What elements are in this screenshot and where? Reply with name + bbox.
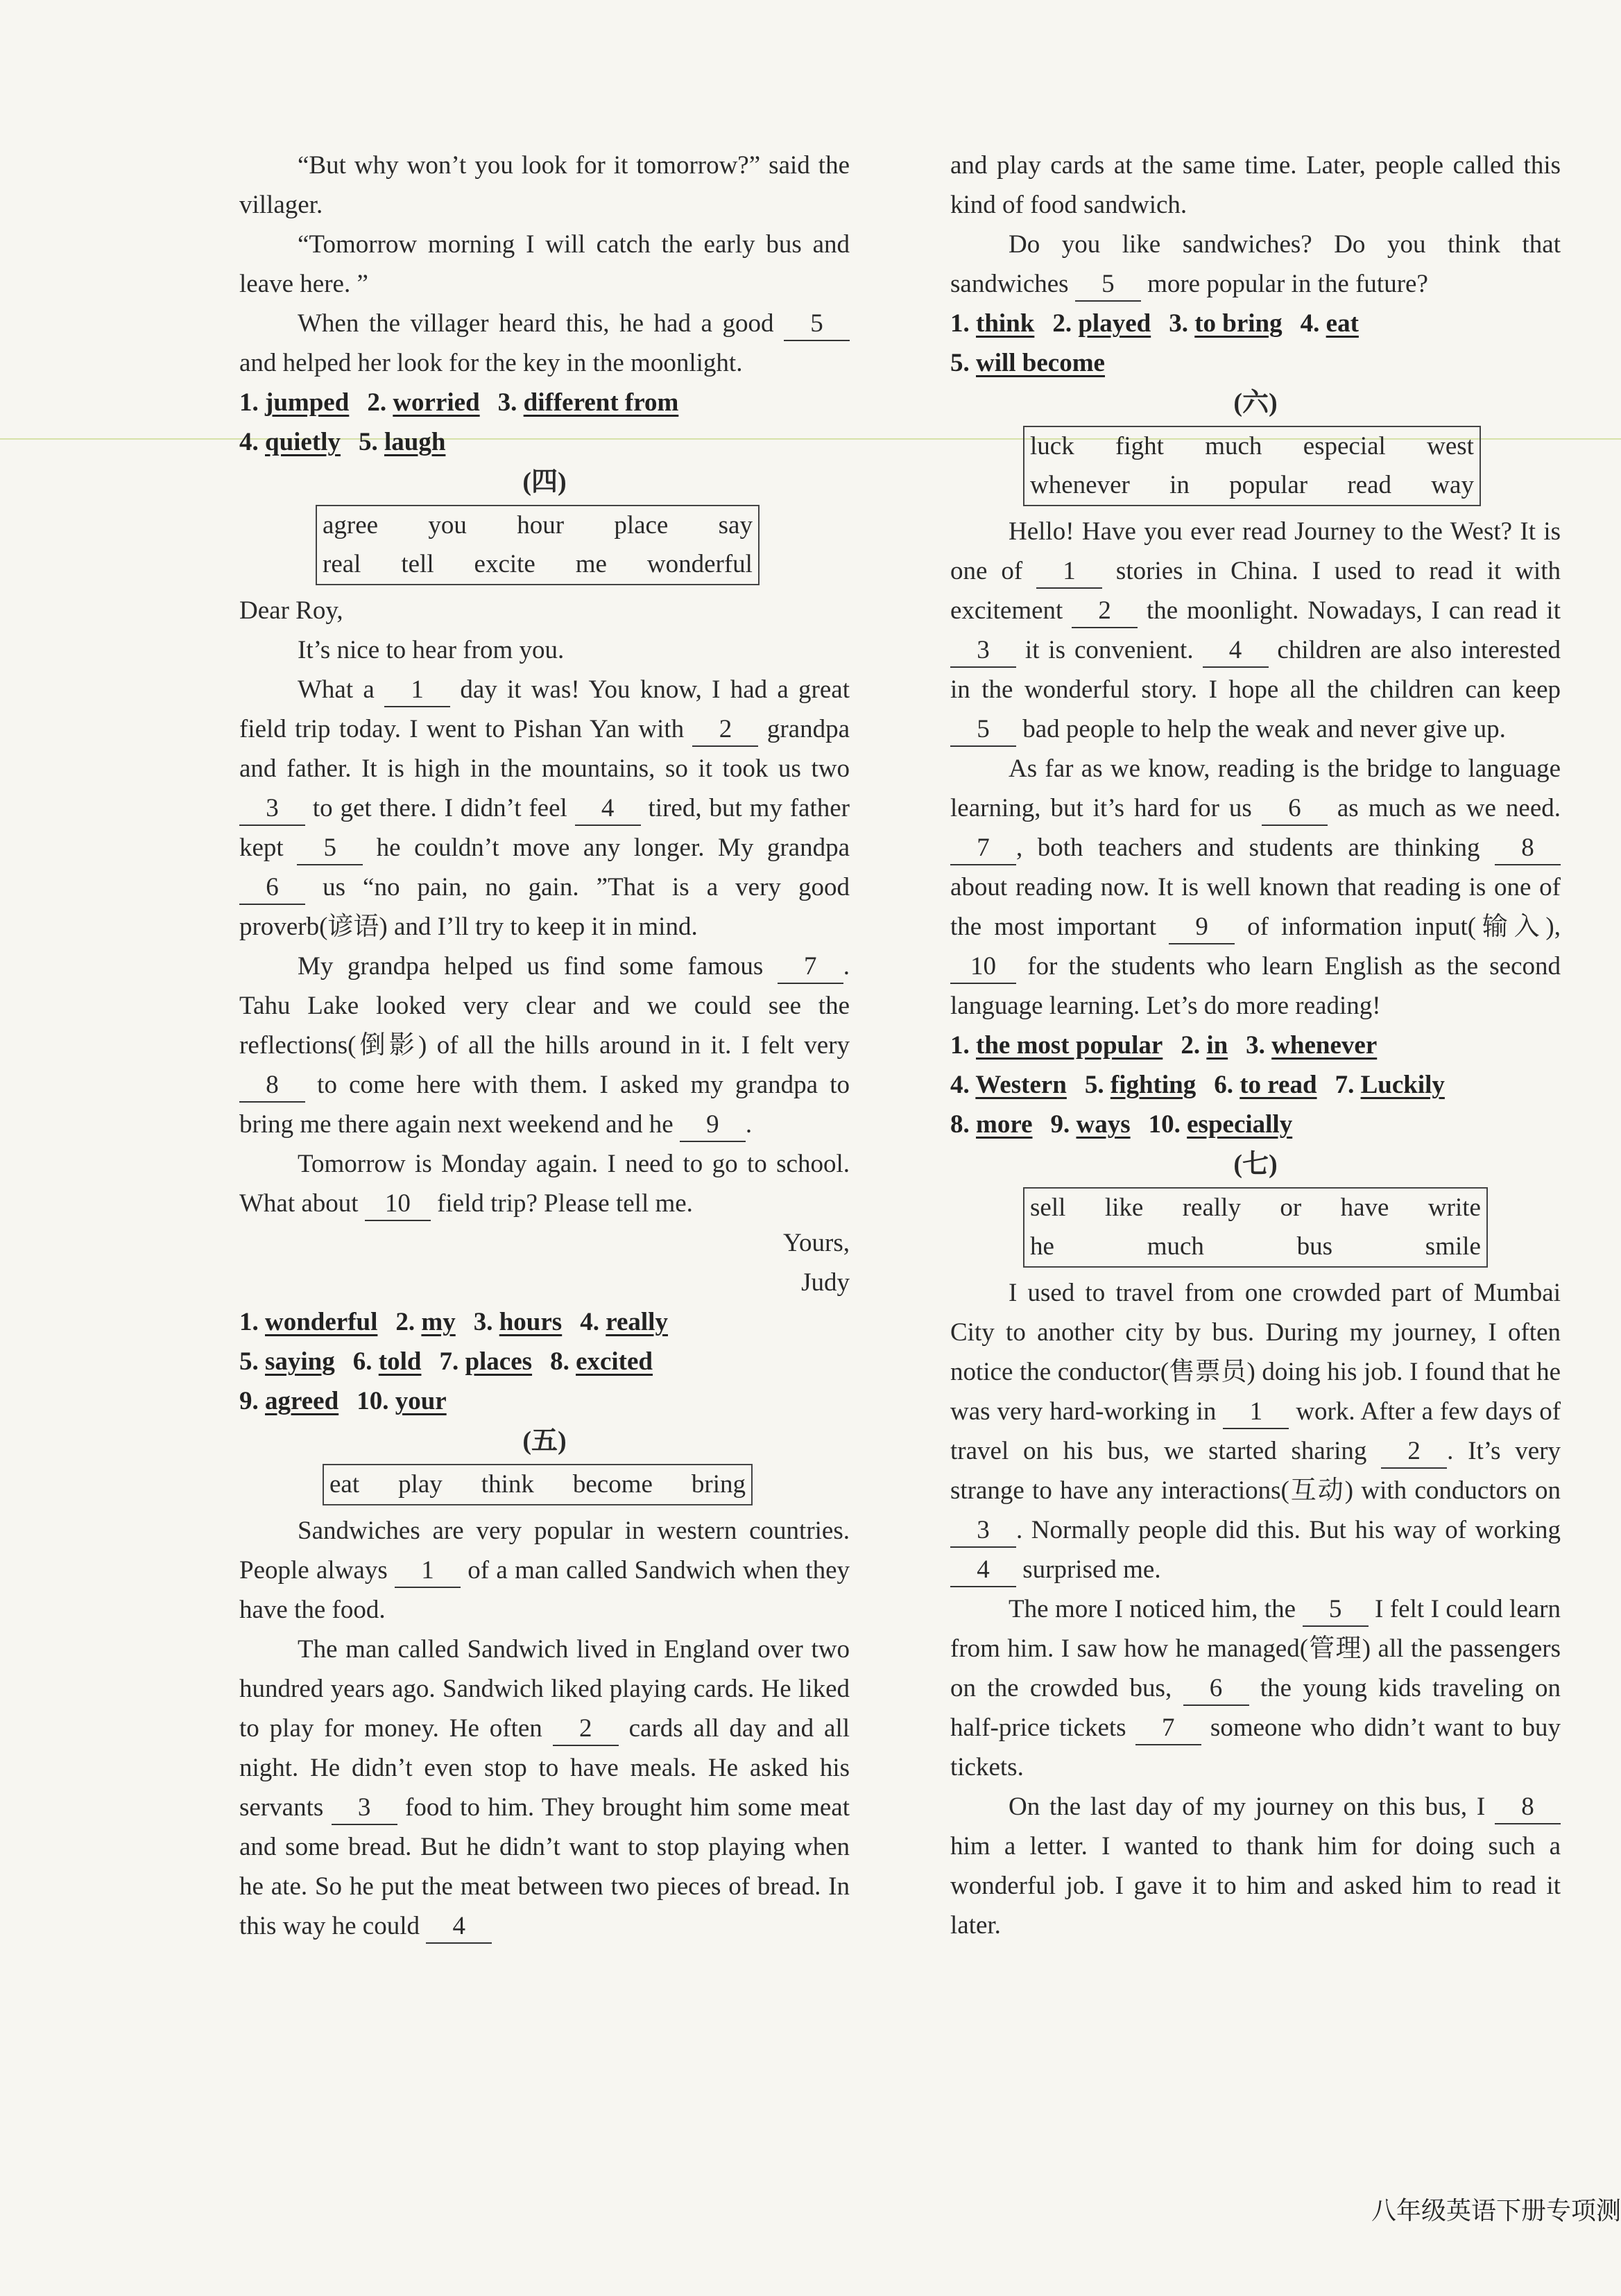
paragraph (239, 670, 850, 947)
answer-row (239, 1342, 850, 1381)
section-heading: (六) (1233, 388, 1278, 417)
word-bank-row (1030, 1227, 1481, 1266)
answer-block (950, 304, 1561, 383)
blank: 6 (1183, 1673, 1249, 1706)
text-run: On the last day of my journey on this bus, I (1009, 1793, 1495, 1821)
answer-row (950, 1105, 1561, 1144)
word-bank-row (1030, 466, 1474, 505)
book-title-footer: 八年级英语下册专项测 (1371, 2197, 1621, 2225)
answer-item: 2. played (1052, 309, 1151, 338)
word-bank-word: or (1280, 1193, 1302, 1222)
blank: 1 (395, 1555, 461, 1588)
answer-item: 8. more (950, 1110, 1033, 1139)
section-heading: (七) (1233, 1150, 1278, 1179)
text-run: us “no pain, no gain. ”That is a very good proverb(谚语) and I’ll try to keep it in mind. (239, 873, 850, 941)
text-run: . Normally people did this. But his way of working (1016, 1516, 1561, 1544)
answer-item: 9. ways (1050, 1110, 1131, 1139)
paragraph (239, 1144, 850, 1223)
text-run: What a (298, 675, 385, 704)
word-bank-word: way (1431, 471, 1474, 499)
text-run: . Tahu Lake looked very clear and we could see the reflections(倒影) of all the hills around in it. I felt very (239, 952, 850, 1060)
text-run: bad people to help the weak and never give up. (1016, 715, 1506, 743)
blank: 2 (1072, 595, 1138, 628)
text-run: day it was! You know, I had a great field trip today. I went to Pishan Yan with (239, 675, 850, 743)
blank: 5 (950, 714, 1016, 747)
answer-item: 5. laugh (358, 428, 446, 456)
answer-item: 1. think (950, 309, 1035, 338)
text-run: surprised me. (1016, 1555, 1161, 1584)
text-run: more popular in the future? (1140, 270, 1428, 298)
blank: 1 (1036, 555, 1102, 589)
word-bank-row (323, 506, 753, 545)
text-run: stories in China. I used to read it with excitement (950, 557, 1561, 625)
text-run: Hello! Have you ever read Journey to the West? It is one of (950, 517, 1561, 585)
word-bank-word: in (1169, 471, 1190, 499)
word-bank-word: eat (329, 1470, 360, 1499)
blank: 3 (950, 635, 1016, 668)
blank: 10 (950, 951, 1016, 984)
word-bank-word: excite (474, 550, 535, 578)
text-run: of a man called Sandwich when they have the food. (239, 1556, 850, 1624)
answer-item: 2. worried (367, 388, 480, 417)
answer-item: 1. wonderful (239, 1308, 378, 1336)
answer-row (239, 422, 850, 462)
answer-item: 3. different from (497, 388, 679, 417)
text-run: him a letter. I wanted to thank him for doing such a wonderful job. I gave it to him and asked him to read it later. (950, 1832, 1561, 1940)
text-run: . (745, 1110, 753, 1139)
word-bank-word: fight (1115, 432, 1164, 460)
text-run: cards all day and all night. He didn’t even stop to have meals. He asked his servants (239, 1714, 850, 1822)
answer-block (950, 1026, 1561, 1144)
word-bank-word: you (428, 511, 467, 540)
word-bank-word: say (718, 511, 753, 540)
blank: 5 (784, 308, 850, 341)
paragraph: and play cards at the same time. Later, people called this kind of food sandwich. (950, 151, 1561, 219)
word-bank-word: tell (401, 550, 434, 578)
text-run: My grandpa helped us find some famous (298, 952, 778, 981)
word-bank-word: sell (1030, 1193, 1066, 1222)
answer-item: 2. in (1181, 1031, 1228, 1060)
word-bank-row (323, 545, 753, 584)
text-run: The man called Sandwich lived in England over two hundred years ago. Sandwich liked playing cards. He liked to play for money. He often (239, 1635, 850, 1743)
paragraph (950, 1589, 1561, 1787)
answer-item: 3. to bring (1169, 309, 1283, 338)
answer-row (950, 1026, 1561, 1065)
paragraph (950, 1787, 1561, 1945)
text-run: food to him. They brought him some meat and some bread. But he didn’t want to stop playing when he ate. So he put the meat between two pieces of bread. In this way he could (239, 1793, 850, 1940)
blank: 8 (239, 1069, 305, 1103)
answer-block (239, 1302, 850, 1421)
word-bank (1023, 426, 1481, 506)
blank: 9 (680, 1109, 746, 1142)
text-run: . It’s very strange to have any interactions(互动) with conductors on (950, 1437, 1561, 1505)
right-column (950, 146, 1561, 1945)
blank: 7 (778, 951, 843, 984)
signature-name: Judy (801, 1268, 850, 1297)
text-run: children are also interested in the wonderful story. I hope all the children can keep (950, 636, 1561, 704)
word-bank-word: real (323, 550, 361, 578)
blank: 6 (1262, 793, 1328, 826)
answer-item: 4. really (580, 1308, 668, 1336)
paragraph (950, 225, 1561, 304)
text-run: for the students who learn English as the second language learning. Let’s do more reading! (950, 952, 1561, 1020)
text-run: to get there. I didn’t feel (305, 794, 575, 822)
blank: 2 (692, 714, 758, 747)
word-bank-word: popular (1229, 471, 1308, 499)
text-run: Tomorrow is Monday again. I need to go to school. What about (239, 1150, 850, 1218)
paragraph (239, 1630, 850, 1946)
blank: 2 (553, 1713, 619, 1746)
blank: 5 (297, 832, 363, 865)
answer-item: 9. agreed (239, 1387, 339, 1415)
answer-item: 1. jumped (239, 388, 350, 417)
blank: 2 (1381, 1435, 1447, 1469)
blank: 1 (384, 674, 450, 707)
answer-item: 2. my (395, 1308, 456, 1336)
text-run: tired, but my father kept (239, 794, 850, 862)
answer-item: 8. excited (550, 1347, 653, 1376)
text-run: the young kids traveling on half-price tickets (950, 1674, 1561, 1742)
answer-row (239, 1302, 850, 1342)
text-run: the moonlight. Nowadays, I can read it (1138, 596, 1561, 625)
signature-closing: Yours, (783, 1229, 850, 1257)
word-bank-row (329, 1465, 746, 1504)
answer-row (950, 343, 1561, 383)
text-run: , both teachers and students are thinking (1016, 834, 1495, 862)
answer-item: 4. quietly (239, 428, 341, 456)
answer-item: 5. saying (239, 1347, 335, 1376)
word-bank-word: write (1427, 1193, 1481, 1222)
blank: 4 (1203, 635, 1269, 668)
word-bank-word: luck (1030, 432, 1074, 460)
word-bank-word: think (481, 1470, 534, 1499)
greeting: Dear Roy, (239, 596, 343, 625)
blank: 4 (950, 1554, 1016, 1587)
word-bank-word: much (1147, 1232, 1204, 1261)
text-run: someone who didn’t want to buy tickets. (950, 1714, 1561, 1781)
left-column (239, 146, 850, 1946)
word-bank (1023, 1187, 1488, 1268)
text-run: Do you like sandwiches? Do you think that sandwiches (950, 230, 1561, 298)
paragraph (239, 1511, 850, 1630)
blank: 8 (1495, 832, 1561, 865)
blank: 6 (239, 872, 305, 905)
word-bank-word: me (575, 550, 607, 578)
text-run: field trip? Please tell me. (430, 1189, 693, 1218)
blank: 7 (950, 832, 1016, 865)
word-bank-word: west (1427, 432, 1474, 460)
word-bank-word: smile (1425, 1232, 1481, 1261)
paragraph (239, 947, 850, 1144)
word-bank-row (1030, 1189, 1481, 1227)
blank: 5 (1075, 268, 1141, 302)
word-bank-word: become (572, 1470, 653, 1499)
text-run: grandpa and father. It is high in the mountains, so it took us two (239, 715, 850, 783)
paragraph (950, 749, 1561, 1026)
text-run: As far as we know, reading is the bridge to language learning, but it’s hard for us (950, 754, 1561, 822)
paragraph: It’s nice to hear from you. (298, 636, 565, 664)
blank: 4 (426, 1910, 492, 1944)
text-run: I felt I could learn from him. I saw how he managed(管理) all the passengers on the crowded bus, (950, 1595, 1561, 1702)
text-run: of information input(输入), (1235, 913, 1561, 941)
text-run: Sandwiches are very popular in western countries. People always (239, 1517, 850, 1585)
text-run: it is convenient. (1016, 636, 1203, 664)
answer-row (950, 1065, 1561, 1105)
word-bank-word: especial (1303, 432, 1386, 460)
word-bank-word: like (1104, 1193, 1144, 1222)
blank: 9 (1169, 911, 1235, 944)
word-bank-word: really (1182, 1193, 1241, 1222)
section-heading: (四) (522, 467, 567, 497)
paragraph (950, 512, 1561, 749)
word-bank-word: whenever (1030, 471, 1130, 499)
word-bank-word: have (1340, 1193, 1389, 1222)
blank: 5 (1303, 1594, 1369, 1627)
word-bank-word: read (1347, 471, 1392, 499)
word-bank-word: much (1205, 432, 1262, 460)
answer-item: 5. will become (950, 349, 1105, 377)
answer-row (239, 1381, 850, 1421)
word-bank-word: wonderful (646, 550, 753, 578)
text-run: about reading now. It is well known that reading is one of the most important (950, 873, 1561, 941)
word-bank-word: place (614, 511, 669, 540)
text-run: The more I noticed him, the (1009, 1595, 1303, 1623)
blank: 8 (1495, 1791, 1561, 1824)
answer-item: 4. Western (950, 1071, 1067, 1099)
blank: 10 (365, 1188, 431, 1221)
answer-row (239, 383, 850, 422)
answer-item: 10. especially (1148, 1110, 1293, 1139)
answer-item: 6. to read (1214, 1071, 1317, 1099)
blank: 3 (950, 1514, 1016, 1548)
section-heading: (五) (522, 1426, 567, 1456)
answer-item: 7. Luckily (1335, 1071, 1445, 1099)
word-bank-word: play (398, 1470, 443, 1499)
paragraph: “Tomorrow morning I will catch the early bus and leave here. ” (239, 230, 850, 298)
word-bank-word: agree (323, 511, 379, 540)
word-bank-word: hour (517, 511, 565, 540)
text-run: to come here with them. I asked my grandpa to bring me there again next weekend and he (239, 1071, 850, 1139)
word-bank-word: bus (1296, 1232, 1333, 1261)
text-run: he couldn’t move any longer. My grandpa (363, 834, 850, 862)
blank: 7 (1135, 1712, 1201, 1745)
word-bank (316, 505, 760, 585)
word-bank-row (1030, 427, 1474, 466)
answer-item: 3. hours (473, 1308, 563, 1336)
answer-row (950, 304, 1561, 343)
word-bank-word: bring (691, 1470, 746, 1499)
answer-item: 10. your (357, 1387, 447, 1415)
answer-item: 5. fighting (1084, 1071, 1197, 1099)
text-run: as much as we need. (1327, 794, 1561, 822)
answer-item: 7. places (439, 1347, 533, 1376)
paragraph: “But why won’t you look for it tomorrow?” said the villager. (239, 151, 850, 219)
blank: 3 (332, 1792, 397, 1825)
text-run: I used to travel from one crowded part of Mumbai City to another city by bus. During my journey, I often notice the conductor(售票员) doing his job. I found that he was very hard-working in (950, 1279, 1561, 1426)
word-bank (323, 1464, 753, 1505)
answer-item: 4. eat (1300, 309, 1359, 338)
blank: 1 (1223, 1396, 1289, 1429)
blank: 3 (239, 793, 305, 826)
answer-item: 6. told (352, 1347, 422, 1376)
answer-item: 3. whenever (1246, 1031, 1378, 1060)
paragraph: When the villager heard this, he had a good 5 and helped her look for the key in the moonlight. (239, 304, 850, 383)
blank: 4 (575, 793, 641, 826)
answer-item: 1. the most popular (950, 1031, 1163, 1060)
word-bank-word: he (1030, 1232, 1054, 1261)
paragraph (950, 1273, 1561, 1589)
text-run: work. After a few days of travel on his bus, we started sharing (950, 1397, 1561, 1465)
